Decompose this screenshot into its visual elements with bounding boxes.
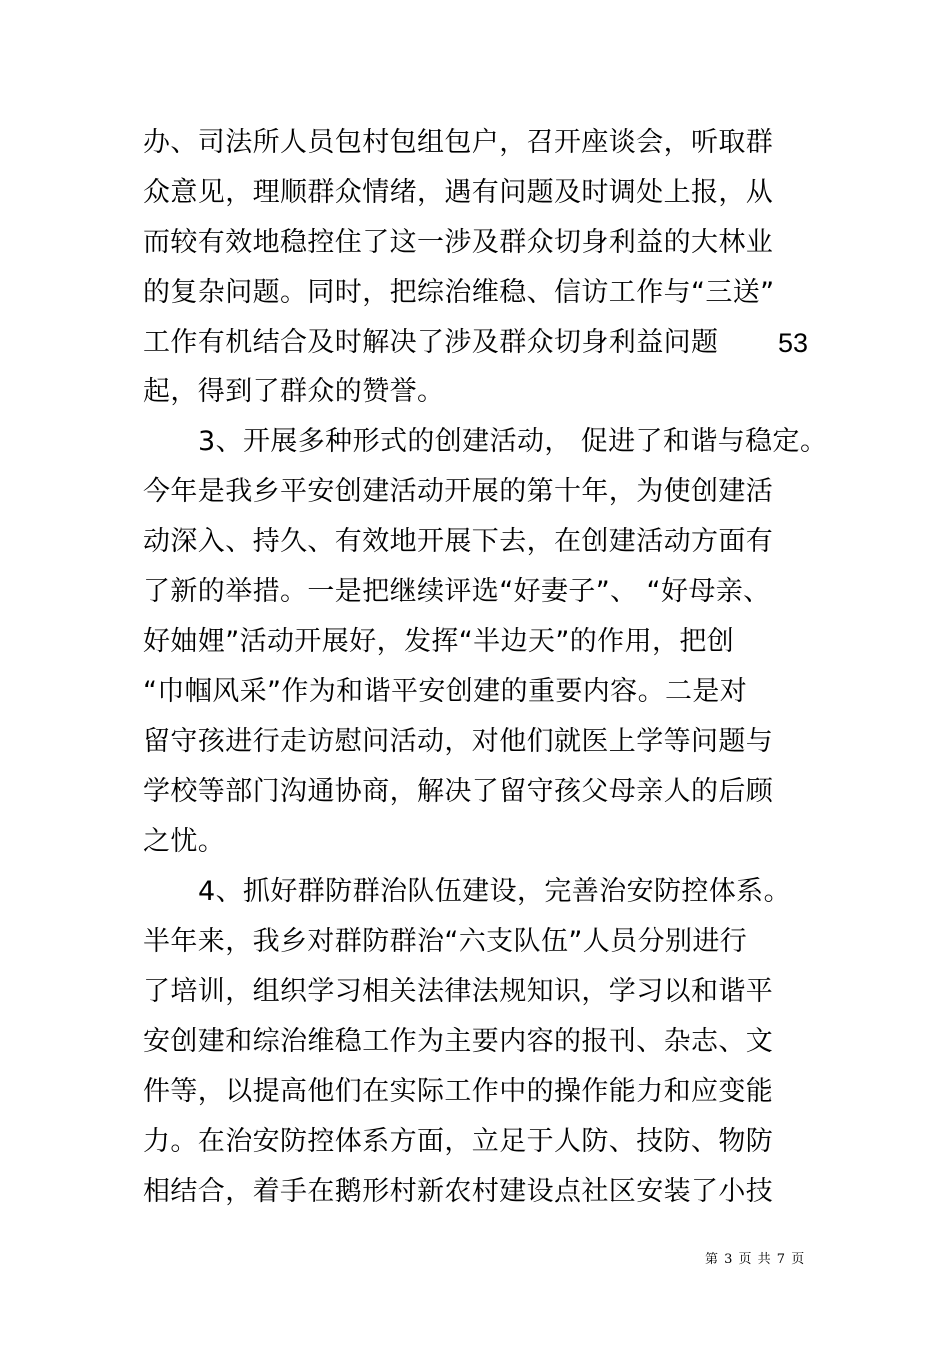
text-line: 办、司法所人员包村包组包户，召开座谈会，听取群	[143, 127, 774, 158]
text-line: 的复杂问题。同时，把综治维稳、信访工作与“三送”	[143, 277, 775, 308]
text-line: 相结合，着手在鹅形村新农村建设点社区安装了小技	[143, 1176, 774, 1207]
text-line: 工作有机结合及时解决了涉及群众切身利益问题	[143, 327, 719, 358]
text-line: 件等，以提高他们在实际工作中的操作能力和应变能	[143, 1076, 774, 1107]
page-footer: 第 3 页 共 7 页	[705, 1252, 806, 1267]
margin-number: 53	[778, 328, 809, 358]
section-heading-4: 4、抓好群防群治队伍建设，完善治安防控体系。	[198, 876, 791, 907]
text-line: 学校等部门沟通协商，解决了留守孩父母亲人的后顾	[143, 776, 774, 807]
text-line: 动深入、持久、有效地开展下去，在创建活动方面有	[143, 526, 774, 557]
text-line: 众意见，理顺群众情绪，遇有问题及时调处上报，从	[143, 177, 774, 208]
text-line: “巾帼风采”作为和谐平安创建的重要内容。二是对	[143, 676, 748, 707]
text-line: 力。在治安防控体系方面，立足于人防、技防、物防	[143, 1126, 774, 1157]
text-line: 留守孩进行走访慰问活动，对他们就医上学等问题与	[143, 726, 774, 757]
text-line: 起，得到了群众的赞誉。	[143, 376, 445, 407]
text-line: 了新的举措。一是把继续评选“好妻子”、 “好母亲、	[143, 576, 771, 607]
text-line: 半年来，我乡对群防群治“六支队伍”人员分别进行	[143, 926, 748, 957]
section-heading-3: 3、开展多种形式的创建活动， 促进了和谐与稳定。	[198, 426, 828, 457]
text-line: 好妯娌”活动开展好，发挥“半边天”的作用，把创	[143, 626, 735, 657]
text-line: 而较有效地稳控住了这一涉及群众切身利益的大林业	[143, 227, 774, 258]
text-line: 安创建和综治维稳工作为主要内容的报刊、杂志、文	[143, 1026, 774, 1057]
text-line: 今年是我乡平安创建活动开展的第十年，为使创建活	[143, 476, 774, 507]
text-line: 之忧。	[143, 826, 226, 857]
text-line: 了培训，组织学习相关法律法规知识，学习以和谐平	[143, 976, 774, 1007]
